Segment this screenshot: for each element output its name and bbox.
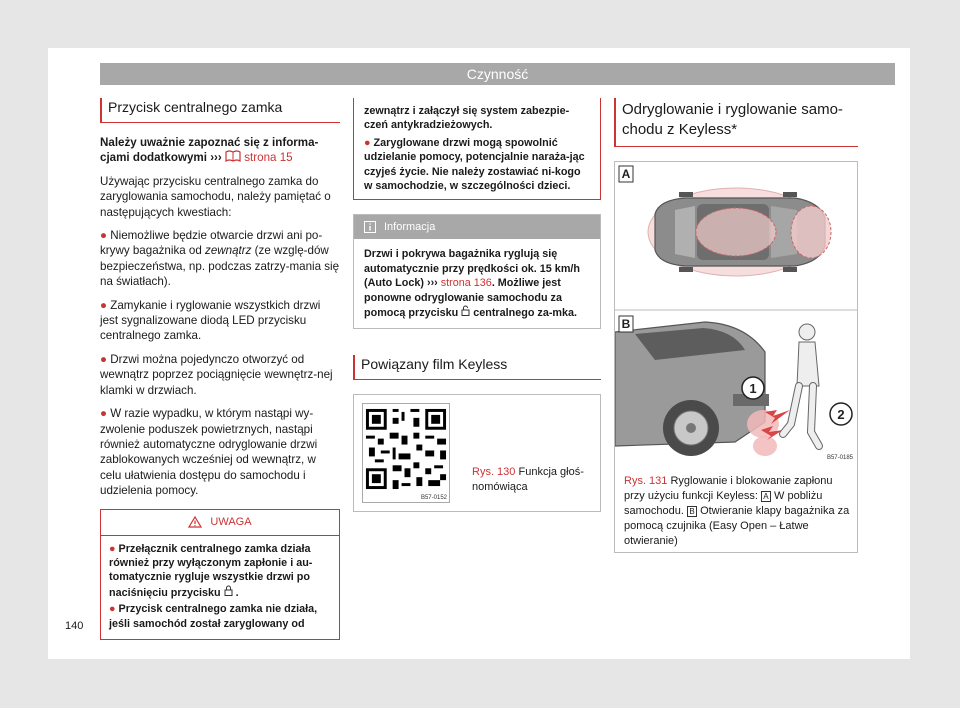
column-left	[100, 98, 340, 640]
book-icon	[225, 150, 241, 162]
warning-body	[101, 536, 339, 639]
warning-label: UWAGA	[210, 516, 252, 529]
qr-code[interactable]	[362, 403, 450, 503]
info-body: Drzwi i pokrywa bagażnika ryglują się automatycznie przy prędkości ok. 15 km/h (Auto Lock) ››› strona 136. Możliwe jest ponowne odryglowanie samochodu za pomocą przycisku centralnego za-mka.	[364, 248, 581, 320]
figure-keyless	[614, 161, 858, 553]
link-strona-136[interactable]: strona 136	[440, 277, 492, 290]
keyless-illustration	[615, 162, 857, 464]
letter-a-box: A	[761, 491, 771, 502]
warning-box	[100, 509, 340, 640]
warning-triangle-icon	[188, 516, 202, 528]
column-middle	[353, 98, 601, 512]
info-label: Informacja	[384, 221, 436, 234]
letter-b-box: B	[687, 506, 697, 517]
section-title-central-lock: Przycisk centralnego zamka	[100, 98, 340, 123]
qr-code-image	[363, 406, 449, 492]
manual-page	[48, 48, 910, 659]
bullet-item: ● Zamykanie i ryglowanie wszystkich drzwi jest sygnalizowane diodą LED przycisku centralnego zamka.	[100, 298, 321, 343]
warning-item: ● Zaryglowane drzwi mogą spowolnić udzielanie pomocy, potencjalnie naraża-jąc czyjeś życie. Nie należy zostawiać ni-kogo w samochodzie, w szczególności dzieci.	[364, 136, 585, 193]
marker-2: 2	[837, 407, 845, 422]
unlock-icon	[461, 305, 470, 316]
figure-caption: Rys. 131 Ryglowanie i blokowanie zapłonu przy użyciu funkcji Keyless: A W pobliżu samochodu. B Otwieranie klapy bagażnika za pomocą czujnika (Easy Open – Łatwe otwieranie)	[624, 475, 850, 547]
column-right	[614, 98, 858, 553]
panel-a-label: A	[621, 167, 631, 181]
lead-paragraph: Używając przycisku centralnego zamka do zaryglowania samochodu, należy pamiętać o następujących kwestiach:	[100, 174, 331, 219]
warning-item: ● Przełącznik centralnego zamka działa również przy wyłączonym zapłonie i au-tomatycznie rygluje wszystkie drzwi po naciśnięciu przycisku .	[109, 542, 313, 599]
video-box	[353, 394, 601, 512]
section-title-video: Powiązany film Keyless	[353, 355, 601, 380]
section-title-keyless: Odryglowanie i ryglowanie samo-chodu z Keyless*	[614, 98, 858, 147]
warning-header	[101, 510, 339, 536]
figure-code: B57-0185	[826, 455, 853, 461]
info-header	[354, 215, 600, 239]
info-box	[353, 214, 601, 329]
video-caption: Rys. 130 Funkcja głoś-nomówiąca	[472, 466, 584, 494]
qr-code-label: B57-0152	[420, 495, 447, 502]
link-strona-15[interactable]: strona 15	[244, 151, 293, 165]
panel-b-label: B	[621, 317, 631, 331]
warning-item: zewnątrz i załączył się system zabezpie-czeń antykradzieżowych.	[364, 105, 570, 132]
intro-note: Należy uważnie zapoznać się z informa-cjami dodatkowymi ››› strona 15	[100, 136, 319, 165]
warning-continuation	[353, 98, 601, 200]
lock-icon	[224, 585, 233, 596]
bullet-item: ● Niemożliwe będzie otwarcie drzwi ani po-krywy bagażnika od zewnątrz (ze wzglę-dów bezpieczeństwa, np. podczas zatrzy-mania się na światłach).	[100, 229, 340, 289]
bullet-item: ● Drzwi można pojedynczo otworzyć od wewnątrz poprzez pociągnięcie wewnętrz-nej klamki w drzwiach.	[100, 352, 333, 397]
warning-item: ● Przycisk centralnego zamka nie działa, jeśli samochód został zaryglowany od	[109, 603, 318, 630]
page-number: 140	[65, 620, 84, 632]
marker-1: 1	[749, 381, 757, 396]
bullet-item: ● W razie wypadku, w którym nastąpi wy-zwolenie poduszek powietrznych, nastąpi również automatyczne odryglowanie drzwi zablokowanych wcześniej od wewnątrz, w celu ułatwienia dostępu do samochodu i udzielenia pomocy.	[100, 407, 318, 498]
info-icon	[364, 221, 376, 233]
chapter-header: Czynność	[100, 63, 895, 85]
